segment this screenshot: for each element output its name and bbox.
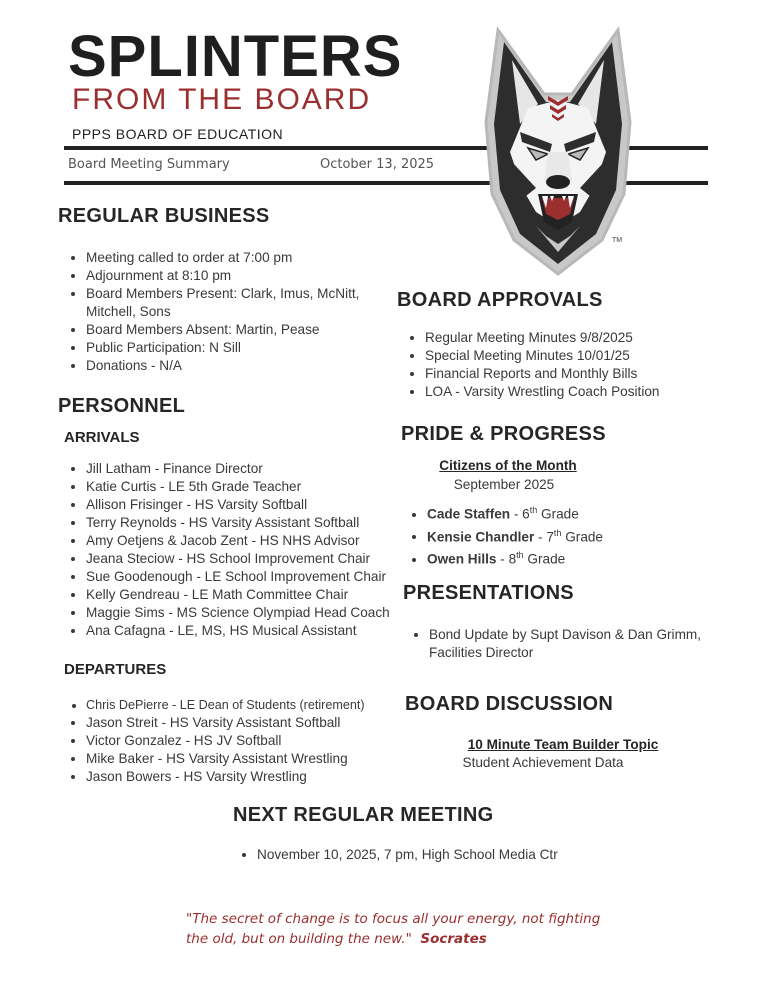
list-item: • Regular Meeting Minutes 9/8/2025 [425,329,745,347]
section-heading-pride-progress: PRIDE & PROGRESS [401,423,606,445]
list-item: • Maggie Sims - MS Science Olympiad Head Coach [86,604,426,622]
section-heading-next-meeting: NEXT REGULAR MEETING [233,804,494,826]
list-item: • Jeana Steciow - HS School Improvement Chair [86,550,426,568]
section-heading-presentations: PRESENTATIONS [403,582,574,604]
arrivals-list [60,460,426,640]
quote-text: "The secret of change is to focus all your energy, not fighting the old, but on building the new." [186,911,601,947]
list-item: • Public Participation: N Sill [86,339,406,357]
student-name: Kensie Chandler [427,529,535,545]
list-item: • Cade Staffen - 6th Grade [427,501,727,524]
list-item: • LOA - Varsity Wrestling Coach Position [425,383,745,401]
section-heading-board-discussion: BOARD DISCUSSION [405,693,614,715]
list-item: • Jill Latham - Finance Director [86,460,426,478]
citizens-month: September 2025 [453,477,555,492]
closing-quote [186,909,626,949]
list-item: • November 10, 2025, 7 pm, High School Media Ctr [257,846,677,864]
citizens-list [401,501,727,569]
departures-heading: DEPARTURES [64,661,167,678]
section-heading-personnel: PERSONNEL [58,395,186,417]
list-item: • Jason Bowers - HS Varsity Wrestling [86,768,426,786]
list-item: • Amy Oetjens & Jacob Zent - HS NHS Advisor [86,532,426,550]
list-item: • Financial Reports and Monthly Bills [425,365,745,383]
section-heading-board-approvals: BOARD APPROVALS [397,289,603,311]
list-item: • Bond Update by Supt Davison & Dan Grimm, Facilities Director [429,626,749,662]
list-item: • Allison Frisinger - HS Varsity Softball [86,496,426,514]
student-name: Cade Staffen [427,506,511,522]
organization-name: PPPS BOARD OF EDUCATION [72,126,284,142]
list-item: • Kensie Chandler - 7th Grade [427,524,727,547]
list-item: • Kelly Gendreau - LE Math Committee Chair [86,586,426,604]
summary-label: Board Meeting Summary [68,157,230,172]
board-approvals-list [399,329,745,401]
wolf-mascot-icon [476,12,640,280]
list-item: • Donations - N/A [86,357,406,375]
citizens-of-month-title: Citizens of the Month [439,458,577,473]
newsletter-title: SPLINTERS [68,24,403,89]
arrivals-heading: ARRIVALS [64,429,140,446]
trademark-mark: TM [612,237,623,244]
team-builder-topic: Student Achievement Data [462,755,624,770]
list-item: • Special Meeting Minutes 10/01/25 [425,347,745,365]
quote-author: Socrates [420,931,487,947]
section-heading-regular-business: REGULAR BUSINESS [58,205,270,227]
departures-list [60,696,426,786]
list-item: • Board Members Present: Clark, Imus, McNitt, Mitchell, Sons [86,285,406,321]
list-item: • Katie Curtis - LE 5th Grade Teacher [86,478,426,496]
team-builder-topic-title: 10 Minute Team Builder Topic [467,737,659,752]
list-item: • Adjournment at 8:10 pm [86,267,406,285]
list-item: • Victor Gonzalez - HS JV Softball [86,732,426,750]
list-item: • Sue Goodenough - LE School Improvement Chair [86,568,426,586]
list-item: • Meeting called to order at 7:00 pm [86,249,406,267]
list-item: • Owen Hills - 8th Grade [427,546,727,569]
presentations-list [403,626,749,662]
next-meeting-list [231,846,677,864]
list-item: • Ana Cafagna - LE, MS, HS Musical Assistant [86,622,426,640]
meeting-date: October 13, 2025 [320,157,435,172]
list-item: • Terry Reynolds - HS Varsity Assistant Softball [86,514,426,532]
list-item: • Jason Streit - HS Varsity Assistant Softball [86,714,426,732]
newsletter-subtitle: FROM THE BOARD [72,83,372,116]
list-item: • Chris DePierre - LE Dean of Students (retirement) [86,696,426,714]
regular-business-list [60,249,406,375]
list-item: • Board Members Absent: Martin, Pease [86,321,406,339]
list-item: • Mike Baker - HS Varsity Assistant Wrestling [86,750,426,768]
student-name: Owen Hills [427,551,497,567]
